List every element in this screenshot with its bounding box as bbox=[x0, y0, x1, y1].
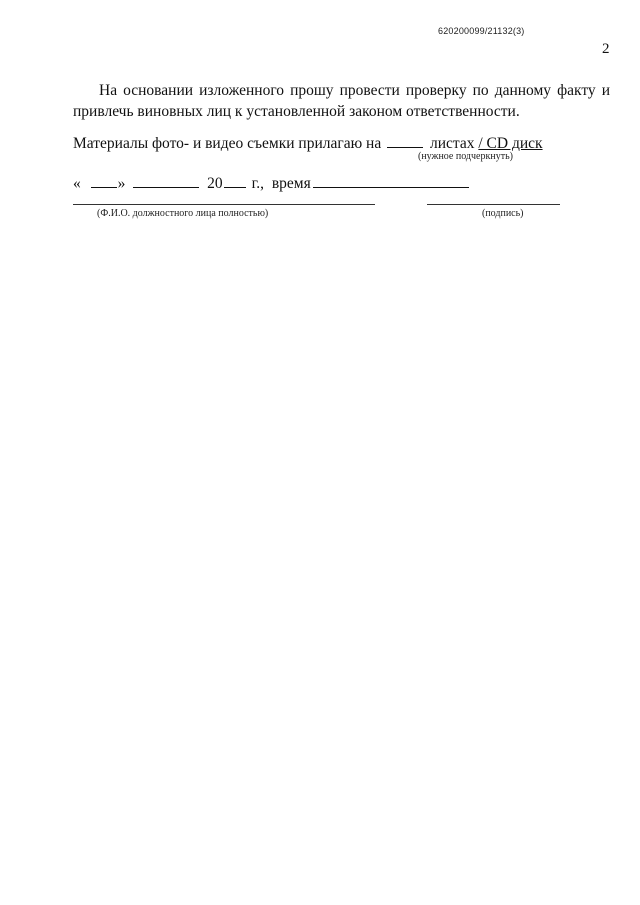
month-blank bbox=[133, 173, 199, 188]
day-blank bbox=[91, 173, 117, 188]
name-hint: (Ф.И.О. должностного лица полностью) bbox=[97, 208, 269, 219]
request-paragraph: На основании изложенного прошу провести проверку по данному факту и привлечь виновных лиц к установленной законом ответственности. bbox=[73, 82, 610, 120]
underline-hint: (нужное подчеркнуть) bbox=[418, 151, 513, 162]
sheets-count-blank bbox=[387, 133, 423, 148]
materials-paragraph bbox=[73, 133, 610, 154]
materials-cd-label: / CD диск bbox=[478, 135, 543, 152]
year-blank bbox=[224, 173, 246, 188]
open-quote: « bbox=[73, 175, 81, 192]
time-label: время bbox=[271, 175, 311, 192]
signature-hint: (подпись) bbox=[482, 208, 524, 219]
close-quote: » bbox=[117, 175, 126, 192]
signature-line bbox=[427, 204, 560, 205]
document-id: 620200099/21132(3) bbox=[438, 26, 525, 36]
name-signature-line bbox=[73, 204, 375, 205]
page-number: 2 bbox=[602, 41, 610, 57]
year-prefix: 20 bbox=[207, 175, 223, 192]
time-blank bbox=[313, 173, 469, 188]
date-time-line bbox=[73, 173, 469, 193]
materials-prefix: Материалы фото- и видео съемки прилагаю на bbox=[73, 135, 382, 152]
materials-sheets-label: листах bbox=[429, 135, 475, 152]
year-suffix: г., bbox=[251, 175, 264, 192]
